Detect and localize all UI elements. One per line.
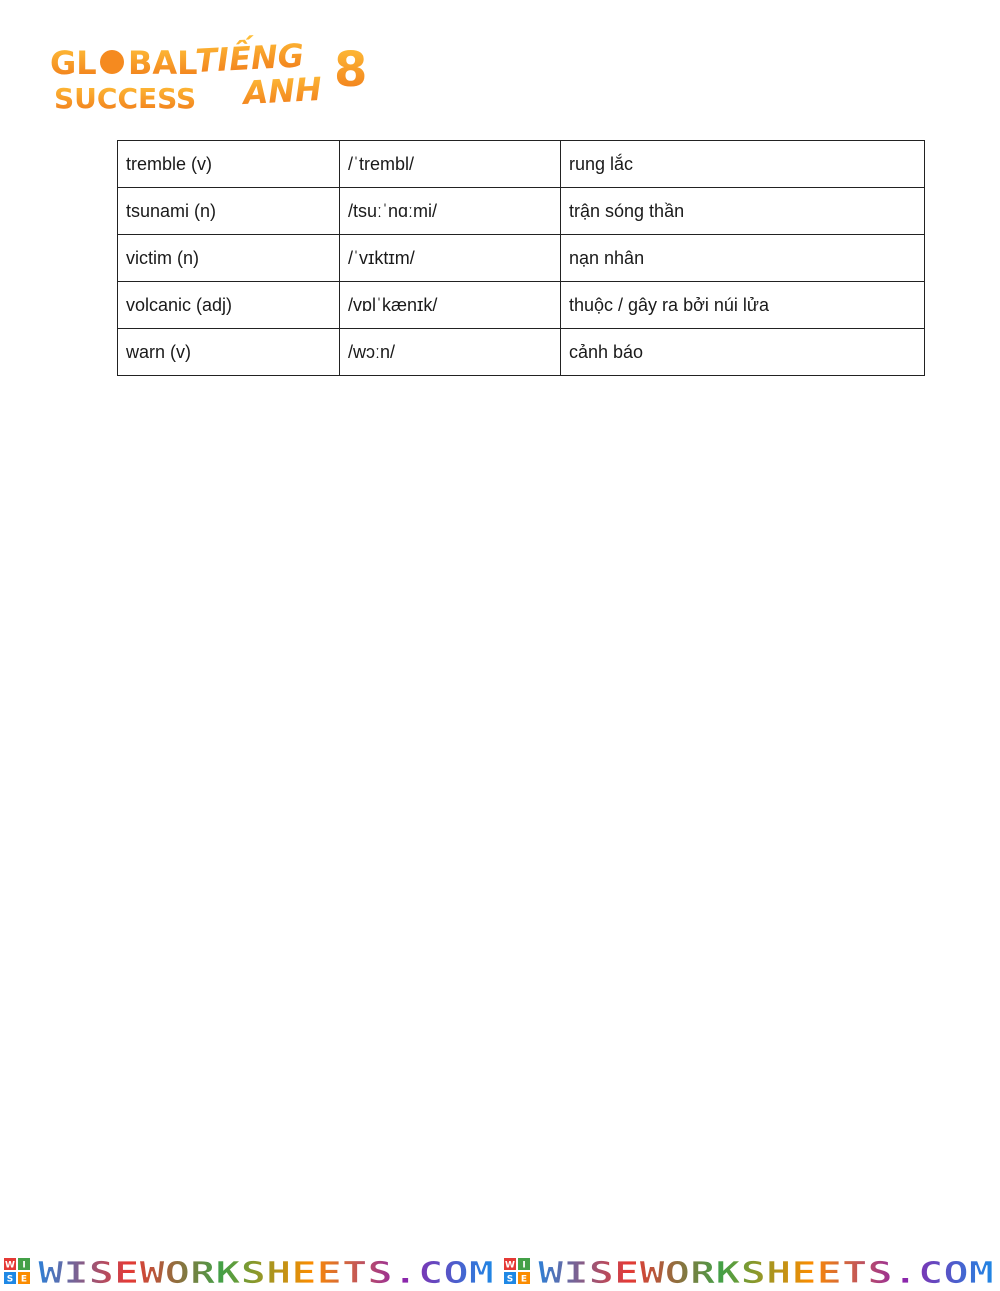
watermark-badge-icon xyxy=(4,1258,30,1285)
word-cell: tremble (v) xyxy=(118,141,340,188)
watermark-text-right: WISEWORKSHEETS.COM xyxy=(538,1256,994,1291)
table-row xyxy=(118,235,925,282)
table-row xyxy=(118,282,925,329)
ipa-cell: /tsuːˈnɑːmi/ xyxy=(340,188,561,235)
watermark-footer xyxy=(0,1252,1000,1291)
watermark-badge-icon xyxy=(504,1258,530,1285)
logo-text-bal: BAL xyxy=(128,44,198,82)
wiseworksheets-watermark xyxy=(0,1252,1000,1291)
header-logos xyxy=(46,30,386,120)
meaning-cell: cảnh báo xyxy=(561,329,925,376)
ipa-cell: /vɒlˈkænɪk/ xyxy=(340,282,561,329)
table-row xyxy=(118,141,925,188)
title-anh: ANH xyxy=(242,69,323,112)
global-success-tieng-anh-8-logo xyxy=(46,30,386,120)
badge-letter: W xyxy=(5,1260,15,1271)
table-row xyxy=(118,329,925,376)
watermark-text-left: WISEWORKSHEETS.COM xyxy=(38,1256,494,1291)
badge-letter: S xyxy=(506,1274,514,1285)
logo-text-success: SUCCESS xyxy=(54,82,197,115)
badge-letter: E xyxy=(20,1274,28,1285)
meaning-cell: nạn nhân xyxy=(561,235,925,282)
badge-letter: I xyxy=(22,1260,26,1271)
meaning-cell: trận sóng thần xyxy=(561,188,925,235)
word-cell: volcanic (adj) xyxy=(118,282,340,329)
meaning-cell: thuộc / gây ra bởi núi lửa xyxy=(561,282,925,329)
ipa-cell: /ˈtrembl/ xyxy=(340,141,561,188)
word-cell: tsunami (n) xyxy=(118,188,340,235)
vocabulary-table xyxy=(117,140,925,376)
badge-letter: S xyxy=(6,1274,14,1285)
badge-letter: W xyxy=(505,1260,515,1271)
badge-letter: I xyxy=(522,1260,526,1271)
ipa-cell: /ˈvɪktɪm/ xyxy=(340,235,561,282)
meaning-cell: rung lắc xyxy=(561,141,925,188)
ipa-cell: /wɔːn/ xyxy=(340,329,561,376)
globe-icon xyxy=(100,50,124,74)
table-row xyxy=(118,188,925,235)
title-grade: 8 xyxy=(334,42,368,98)
word-cell: victim (n) xyxy=(118,235,340,282)
title-tieng: TIẾNG xyxy=(194,36,305,80)
logo-text-gl: GL xyxy=(50,44,97,82)
badge-letter: E xyxy=(520,1274,528,1285)
word-cell: warn (v) xyxy=(118,329,340,376)
